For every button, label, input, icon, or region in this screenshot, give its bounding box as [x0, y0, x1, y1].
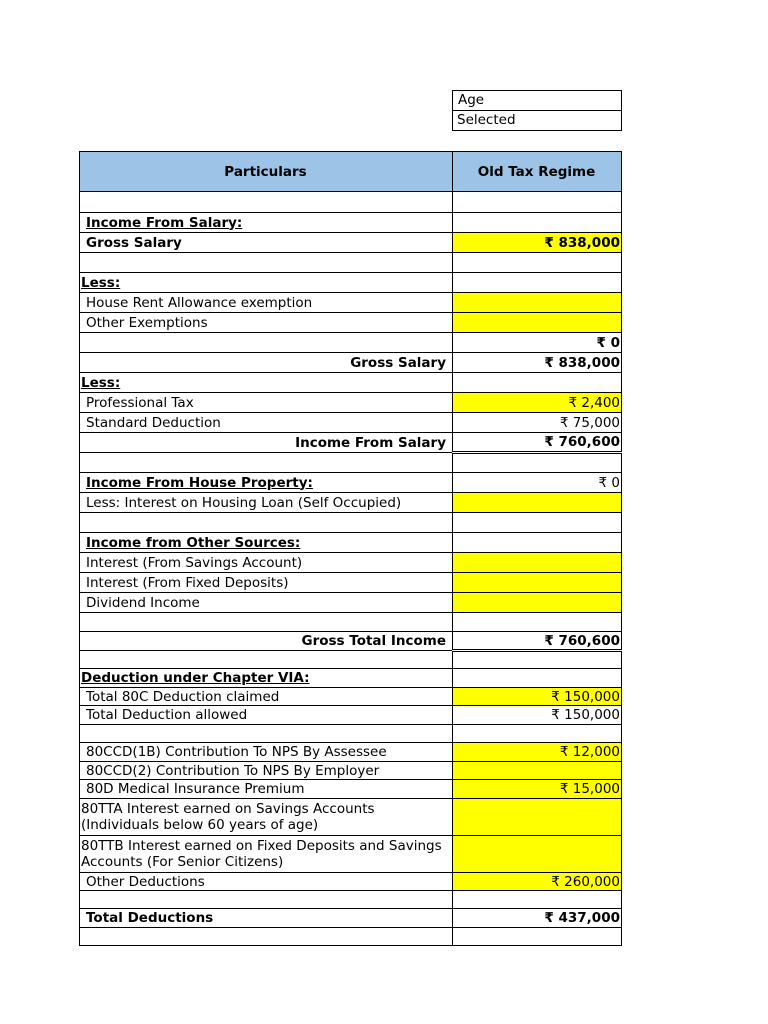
- table-row: [80, 453, 622, 473]
- fd-interest-input[interactable]: [453, 573, 622, 593]
- 80c-claimed-label: Total 80C Deduction claimed: [80, 688, 453, 706]
- 80ttb-input[interactable]: [453, 836, 622, 873]
- dividend-income-label: Dividend Income: [80, 593, 453, 613]
- table-row: [80, 593, 622, 613]
- table-row: [80, 533, 622, 553]
- table-row: [80, 873, 622, 891]
- row-value: [453, 613, 622, 632]
- table-row: [80, 273, 622, 293]
- table-row: [80, 553, 622, 573]
- savings-interest-input[interactable]: [453, 553, 622, 573]
- table-row: [80, 413, 622, 433]
- table-row: [80, 353, 622, 373]
- row-value[interactable]: [453, 192, 622, 213]
- table-row: [80, 780, 622, 799]
- row-value: [453, 513, 622, 533]
- header-particulars: Particulars: [80, 152, 453, 192]
- table-row: [80, 293, 622, 313]
- 80ccd2-input[interactable]: [453, 762, 622, 780]
- 80ttb-label: 80TTB Interest earned on Fixed Deposits and Savings Accounts (For Senior Citizens): [80, 836, 453, 873]
- professional-tax-label: Professional Tax: [80, 393, 453, 413]
- tax-table: [79, 151, 622, 946]
- table-row: [80, 233, 622, 253]
- section-chapter-via: Deduction under Chapter VIA:: [80, 669, 453, 688]
- table-row: [80, 928, 622, 946]
- section-income-from-salary: Income From Salary:: [80, 213, 453, 233]
- 80d-input[interactable]: ₹ 15,000: [453, 780, 622, 799]
- income-from-salary-value: ₹ 760,600: [453, 433, 622, 453]
- table-row: [80, 762, 622, 780]
- total-deductions-label: Total Deductions: [80, 909, 453, 928]
- row-value: [453, 453, 622, 473]
- fd-interest-label: Interest (From Fixed Deposits): [80, 573, 453, 593]
- gross-total-income-label: Gross Total Income: [80, 632, 453, 651]
- table-row: [80, 333, 622, 353]
- row-label: [80, 613, 453, 632]
- housing-loan-interest-input[interactable]: [453, 493, 622, 513]
- table-row: [80, 573, 622, 593]
- table-row: [80, 393, 622, 413]
- table-row: [80, 373, 622, 393]
- 80ccd2-label: 80CCD(2) Contribution To NPS By Employer: [80, 762, 453, 780]
- table-row: [80, 669, 622, 688]
- less-label: Less:: [80, 273, 453, 293]
- section-other-sources: Income from Other Sources:: [80, 533, 453, 553]
- table-row: [80, 513, 622, 533]
- row-label: [80, 253, 453, 273]
- net-gross-salary-label: Gross Salary: [80, 353, 453, 373]
- table-row: [80, 493, 622, 513]
- gross-total-income-value: ₹ 760,600: [453, 632, 622, 651]
- row-value: [453, 373, 622, 393]
- 80tta-input[interactable]: [453, 799, 622, 836]
- table-row: [80, 706, 622, 725]
- other-deductions-input[interactable]: ₹ 260,000: [453, 873, 622, 891]
- table-row: [80, 213, 622, 233]
- row-label: [80, 453, 453, 473]
- row-label: [80, 891, 453, 909]
- other-deductions-label: Other Deductions: [80, 873, 453, 891]
- table-row: [80, 473, 622, 493]
- standard-deduction-label: Standard Deduction: [80, 413, 453, 433]
- row-value: [453, 253, 622, 273]
- other-exemptions-input[interactable]: [453, 313, 622, 333]
- 80c-claimed-input[interactable]: ₹ 150,000: [453, 688, 622, 706]
- row-label: [80, 725, 453, 743]
- table-row: [80, 836, 622, 873]
- total-deductions-value: ₹ 437,000: [453, 909, 622, 928]
- deduction-allowed-value: ₹ 150,000: [453, 706, 622, 725]
- savings-interest-label: Interest (From Savings Account): [80, 553, 453, 573]
- row-value: [453, 928, 622, 946]
- row-value: [453, 669, 622, 688]
- row-value: [453, 273, 622, 293]
- header-old-tax-regime: Old Tax Regime: [453, 152, 622, 192]
- row-label: [80, 192, 453, 213]
- table-row: [80, 192, 622, 213]
- row-label: [80, 513, 453, 533]
- table-row: [80, 909, 622, 928]
- 80ccd1b-label: 80CCD(1B) Contribution To NPS By Assessee: [80, 743, 453, 762]
- dividend-income-input[interactable]: [453, 593, 622, 613]
- total-exemptions-value: ₹ 0: [453, 333, 622, 353]
- table-row: [80, 632, 622, 651]
- less-label: Less:: [80, 373, 453, 393]
- row-value: [453, 651, 622, 669]
- hra-exemption-label: House Rent Allowance exemption: [80, 293, 453, 313]
- header-row: [80, 152, 622, 192]
- row-value: [453, 725, 622, 743]
- hra-exemption-input[interactable]: [453, 293, 622, 313]
- 80d-label: 80D Medical Insurance Premium: [80, 780, 453, 799]
- row-value: [453, 533, 622, 553]
- row-value: [453, 213, 622, 233]
- age-box: [452, 90, 622, 131]
- standard-deduction-value: ₹ 75,000: [453, 413, 622, 433]
- net-gross-salary-value: ₹ 838,000: [453, 353, 622, 373]
- other-exemptions-label: Other Exemptions: [80, 313, 453, 333]
- age-value[interactable]: Selected: [453, 111, 621, 131]
- row-value: [453, 891, 622, 909]
- row-label: [80, 928, 453, 946]
- table-row: [80, 253, 622, 273]
- section-house-property: Income From House Property:: [80, 473, 453, 493]
- deduction-allowed-label: Total Deduction allowed: [80, 706, 453, 725]
- table-row: [80, 313, 622, 333]
- row-label: [80, 651, 453, 669]
- gross-salary-label: Gross Salary: [80, 233, 453, 253]
- table-row: [80, 688, 622, 706]
- gross-salary-input[interactable]: ₹ 838,000: [453, 233, 622, 253]
- table-row: [80, 743, 622, 762]
- income-from-salary-label: Income From Salary: [80, 433, 453, 453]
- table-row: [80, 433, 622, 453]
- table-row: [80, 891, 622, 909]
- table-row: [80, 799, 622, 836]
- age-label: Age: [453, 91, 621, 111]
- house-property-value: ₹ 0: [453, 473, 622, 493]
- row-label: [80, 333, 453, 353]
- professional-tax-input[interactable]: ₹ 2,400: [453, 393, 622, 413]
- table-row: [80, 725, 622, 743]
- housing-loan-interest-label: Less: Interest on Housing Loan (Self Occupied): [80, 493, 453, 513]
- table-row: [80, 651, 622, 669]
- 80ccd1b-input[interactable]: ₹ 12,000: [453, 743, 622, 762]
- table-row: [80, 613, 622, 632]
- 80tta-label: 80TTA Interest earned on Savings Accounts (Individuals below 60 years of age): [80, 799, 453, 836]
